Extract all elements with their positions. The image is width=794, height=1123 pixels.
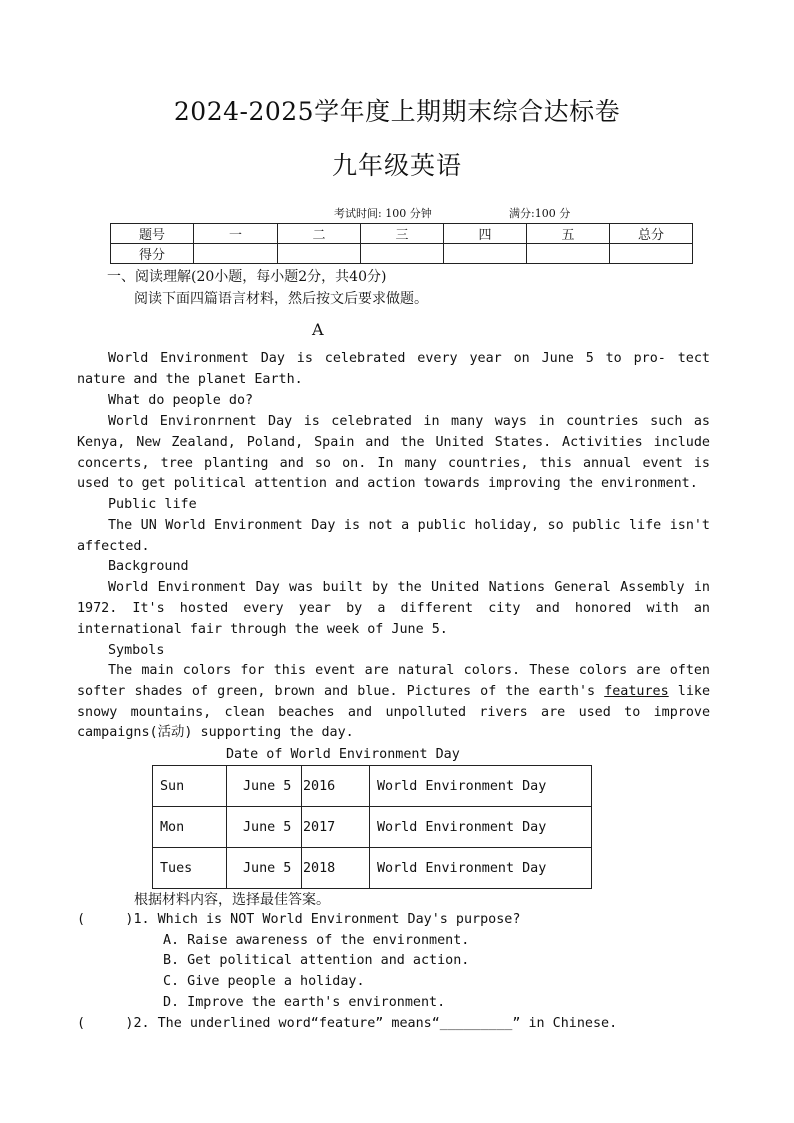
table-cell-date xyxy=(227,807,302,848)
passage-paragraph: World Environment Day is celebrated every year on June 5 to pro- tect nature and the planet Earth. xyxy=(77,351,710,387)
table-cell-event: World Environment Day xyxy=(370,766,592,807)
passage-letter: A xyxy=(312,320,324,339)
passage-paragraph: World Environment Day was built by the United Nations General Assembly in 1972. It's hosted every year by a different city and honored with an international fair through the week of June 5. xyxy=(77,580,710,637)
passage-paragraph: World Environrnent Day is celebrated in many ways in countries such as Kenya, New Zealand, Poland, Spain and the United States. Activities include concerts, tree planting and so on. In many countries, this annual event is used to get political attention and action towards improving the environment. xyxy=(77,414,710,492)
question-text: 1. Which is NOT World Environment Day's purpose? xyxy=(133,912,521,927)
date-text: June 5 xyxy=(243,860,292,876)
table-cell-event: World Environment Day xyxy=(370,807,592,848)
date-text: June 5 xyxy=(243,819,292,835)
passage-paragraph xyxy=(77,661,710,744)
section-heading: 一、阅读理解(20小题，每小题2分，共40分) xyxy=(107,269,387,285)
table-row xyxy=(153,848,592,889)
date-table xyxy=(152,765,592,889)
exam-time: 考试时间: 100 分钟 xyxy=(334,207,432,220)
option-c: C. Give people a holiday. xyxy=(163,974,365,989)
table-cell-day: Mon xyxy=(153,807,227,848)
option-b: B. Get political attention and action. xyxy=(163,953,470,968)
passage-subheading: Background xyxy=(108,559,189,574)
option-d: D. Improve the earth's environment. xyxy=(163,995,446,1010)
table-cell-day: Tues xyxy=(153,848,227,889)
score-input-cell[interactable] xyxy=(610,244,693,264)
score-input-cell[interactable] xyxy=(278,244,361,264)
table-cell-date xyxy=(227,766,302,807)
date-table-caption: Date of World Environment Day xyxy=(226,747,460,762)
option-a: A. Raise awareness of the environment. xyxy=(163,933,470,948)
score-cell: 二 xyxy=(278,224,361,244)
section-instruction: 阅读下面四篇语言材料，然后按文后要求做题。 xyxy=(134,291,428,307)
score-cell: 四 xyxy=(444,224,527,244)
question-2 xyxy=(77,1014,617,1035)
score-table-header-row xyxy=(111,224,693,244)
table-cell-year: 2017 xyxy=(302,807,370,848)
table-row xyxy=(153,807,592,848)
underlined-word: features xyxy=(604,683,669,699)
table-cell-day: Sun xyxy=(153,766,227,807)
date-text: June 5 xyxy=(243,778,292,794)
passage-paragraph: The UN World Environment Day is not a public holiday, so public life isn't affected. xyxy=(77,518,710,554)
score-cell: 一 xyxy=(194,224,278,244)
score-cell: 三 xyxy=(361,224,444,244)
exam-title: 2024-2025学年度上期期末综合达标卷 xyxy=(173,97,621,126)
score-input-cell[interactable] xyxy=(361,244,444,264)
score-table-score-row xyxy=(111,244,693,264)
passage-text: The main colors for this event are natural colors. These colors are often softer shades of green, brown and blue. Pictures of the earth's xyxy=(77,663,710,699)
answer-bracket[interactable]: ( ) xyxy=(77,912,134,927)
question-text: 2. The underlined word“feature” means“_________” in Chinese. xyxy=(133,1016,618,1031)
answer-bracket[interactable]: ( ) xyxy=(77,1016,134,1031)
question-instruction: 根据材料内容，选择最佳答案。 xyxy=(134,892,330,908)
score-input-cell[interactable] xyxy=(444,244,527,264)
score-cell: 总分 xyxy=(610,224,693,244)
table-cell-event: World Environment Day xyxy=(370,848,592,889)
full-score: 满分:100 分 xyxy=(509,207,571,220)
score-table xyxy=(110,223,693,264)
passage-subheading: What do people do? xyxy=(108,393,254,408)
score-input-cell[interactable] xyxy=(527,244,610,264)
table-row xyxy=(153,766,592,807)
passage-text: like snowy mountains, clean beaches and unpolluted rivers are used to improve campaigns(活动) supporting the day. xyxy=(77,683,711,741)
question-1 xyxy=(77,910,520,931)
table-cell-year: 2018 xyxy=(302,848,370,889)
score-input-cell[interactable] xyxy=(194,244,278,264)
score-cell: 题号 xyxy=(111,224,194,244)
table-cell-date xyxy=(227,848,302,889)
score-cell: 五 xyxy=(527,224,610,244)
passage-subheading: Symbols xyxy=(108,643,165,658)
score-row-label: 得分 xyxy=(111,244,194,264)
table-cell-year: 2016 xyxy=(302,766,370,807)
exam-subtitle: 九年级英语 xyxy=(331,151,462,180)
passage-subheading: Public life xyxy=(108,497,197,512)
